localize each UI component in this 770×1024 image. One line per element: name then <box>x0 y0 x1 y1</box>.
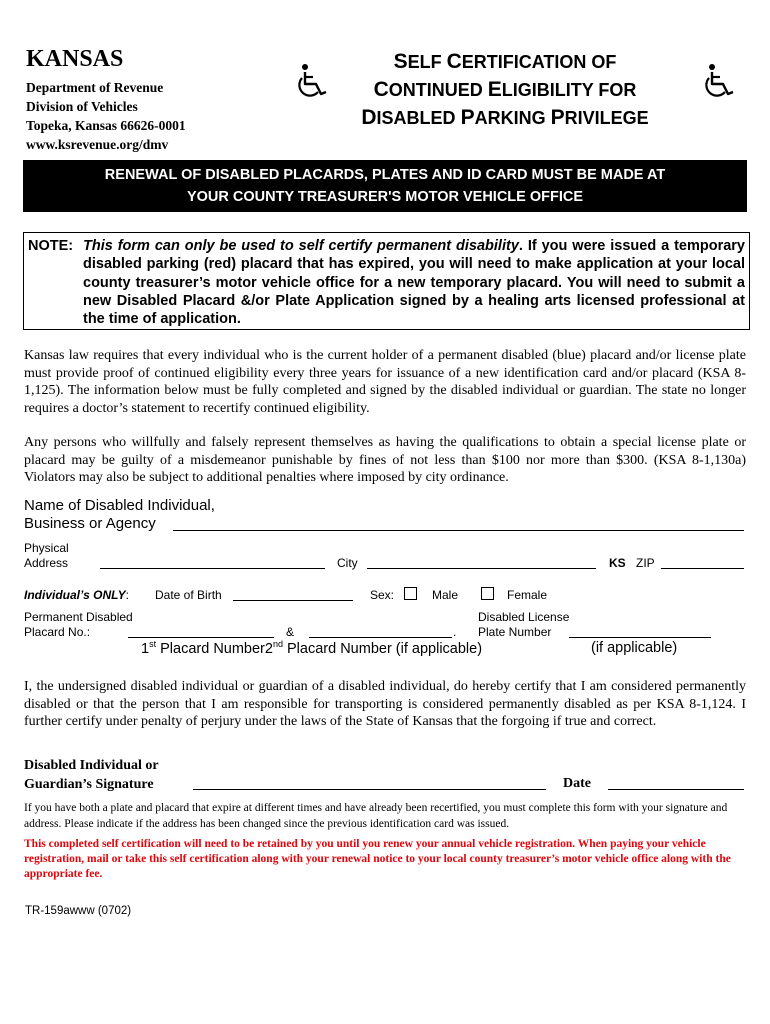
banner-line: RENEWAL OF DISABLED PLACARDS, PLATES AND ID CARD MUST BE MADE AT <box>104 167 666 183</box>
placard-captions: 1st Placard Number2nd Placard Number (if applicable) <box>141 639 483 657</box>
state-name: KANSAS <box>26 46 124 72</box>
note-box <box>23 232 750 330</box>
sex-label: Sex: <box>370 588 395 602</box>
city-field[interactable] <box>367 568 596 569</box>
banner-line: YOUR COUNTY TREASURER'S MOTOR VEHICLE OFFICE <box>186 189 584 205</box>
female-label: Female <box>507 588 548 602</box>
wheelchair-icon <box>296 63 330 101</box>
title-line: DISABLED PARKING PRIVILEGE <box>361 106 649 129</box>
agency-line: Department of Revenue <box>26 80 164 95</box>
placard-label: Permanent Disabled Placard No.: <box>24 610 133 639</box>
certification-paragraph: I, the undersigned disabled individual or guardian of a disabled individual, do hereby certify that I am considered permanently disabled or that the person that I am responsible for transporting is considered permanently disabled as per KSA 8-1,124. I further certify under penalty of perjury under the laws of the State of Kansas that the forgoing if true and correct. <box>24 679 746 730</box>
individuals-only-label: Individual’s ONLY: <box>24 588 129 602</box>
dob-label: Date of Birth <box>155 588 222 602</box>
signature-label: Disabled Individual or Guardian’s Signature <box>24 758 159 792</box>
female-checkbox[interactable] <box>481 587 494 600</box>
zip-field[interactable] <box>661 568 744 569</box>
penalty-paragraph: Any persons who willfully and falsely represent themselves as having the qualifications to obtain a special license plate or placard may be guilty of a misdemeanor punishable by fines of not less than $100 nor more than $300. (KSA 8-1,130a) Violators may also be subject to additional penalties where imposed by city ordinance. <box>24 435 746 486</box>
note-label: NOTE: <box>28 238 74 254</box>
placard-2-field[interactable] <box>309 637 452 638</box>
period: . <box>453 625 457 639</box>
agency-website: www.ksrevenue.org/dmv <box>26 137 169 152</box>
agency-address <box>26 78 186 154</box>
note-text: This form can only be used to self certify permanent disability. If you were issued a temporary disabled parking (red) placard that has expired, you will need to make application at your local county treasurer’s motor vehicle office for a new temporary placard. You will need to submit a new Disabled Placard &/or Plate Application signed by a healing arts licensed professional at the time of application. <box>83 238 745 328</box>
agency-line: Division of Vehicles <box>26 99 138 114</box>
form-title <box>340 48 670 132</box>
dob-field[interactable] <box>233 600 353 601</box>
form-number: TR-159awww (0702) <box>25 905 132 917</box>
agency-line: Topeka, Kansas 66626-0001 <box>26 118 186 133</box>
plate-number-field[interactable] <box>569 637 711 638</box>
address-field[interactable] <box>100 568 325 569</box>
name-field[interactable] <box>173 530 744 531</box>
date-label: Date <box>563 776 591 791</box>
retain-warning: This completed self certification will need to be retained by you until you renew your annual vehicle registration. When paying your vehicle registration, mail or take this self certification along with your renewal notice to your local county treasurer’s motor vehicle office along with the appropriate fee. <box>24 838 731 880</box>
date-field[interactable] <box>608 789 744 790</box>
renewal-banner <box>23 160 747 212</box>
state-ks-label: KS <box>609 556 626 570</box>
physical-address-label: Physical Address <box>24 541 69 570</box>
wheelchair-icon <box>703 63 737 101</box>
plate-caption: (if applicable) <box>591 640 678 656</box>
signature-field[interactable] <box>193 789 546 790</box>
city-label: City <box>337 556 358 570</box>
plate-label: Disabled License Plate Number <box>478 610 570 639</box>
name-label: Name of Disabled Individual, Business or Agency <box>24 497 215 532</box>
male-checkbox[interactable] <box>404 587 417 600</box>
title-line: CONTINUED ELIGIBILITY FOR <box>373 78 637 101</box>
title-line: SELF CERTIFICATION OF <box>393 50 617 73</box>
zip-label: ZIP <box>636 556 655 570</box>
ampersand: & <box>286 625 295 639</box>
recertify-note: If you have both a plate and placard that expire at different times and have already been recertified, you must complete this form with your signature and address. Please indicate if the address has been changed since the previous identification card was issued. <box>24 802 728 830</box>
placard-1-field[interactable] <box>128 637 274 638</box>
law-paragraph: Kansas law requires that every individual who is the current holder of a permanent disabled (blue) placard and/or license plate must provide proof of continued eligibility every three years for issuance of a new identification card and/or placard (KSA 8-1,125). The information below must be fully completed and signed by the disabled individual or guardian. The state no longer requires a doctor’s statement to recertify continued eligibility. <box>24 348 746 417</box>
male-label: Male <box>432 588 459 602</box>
